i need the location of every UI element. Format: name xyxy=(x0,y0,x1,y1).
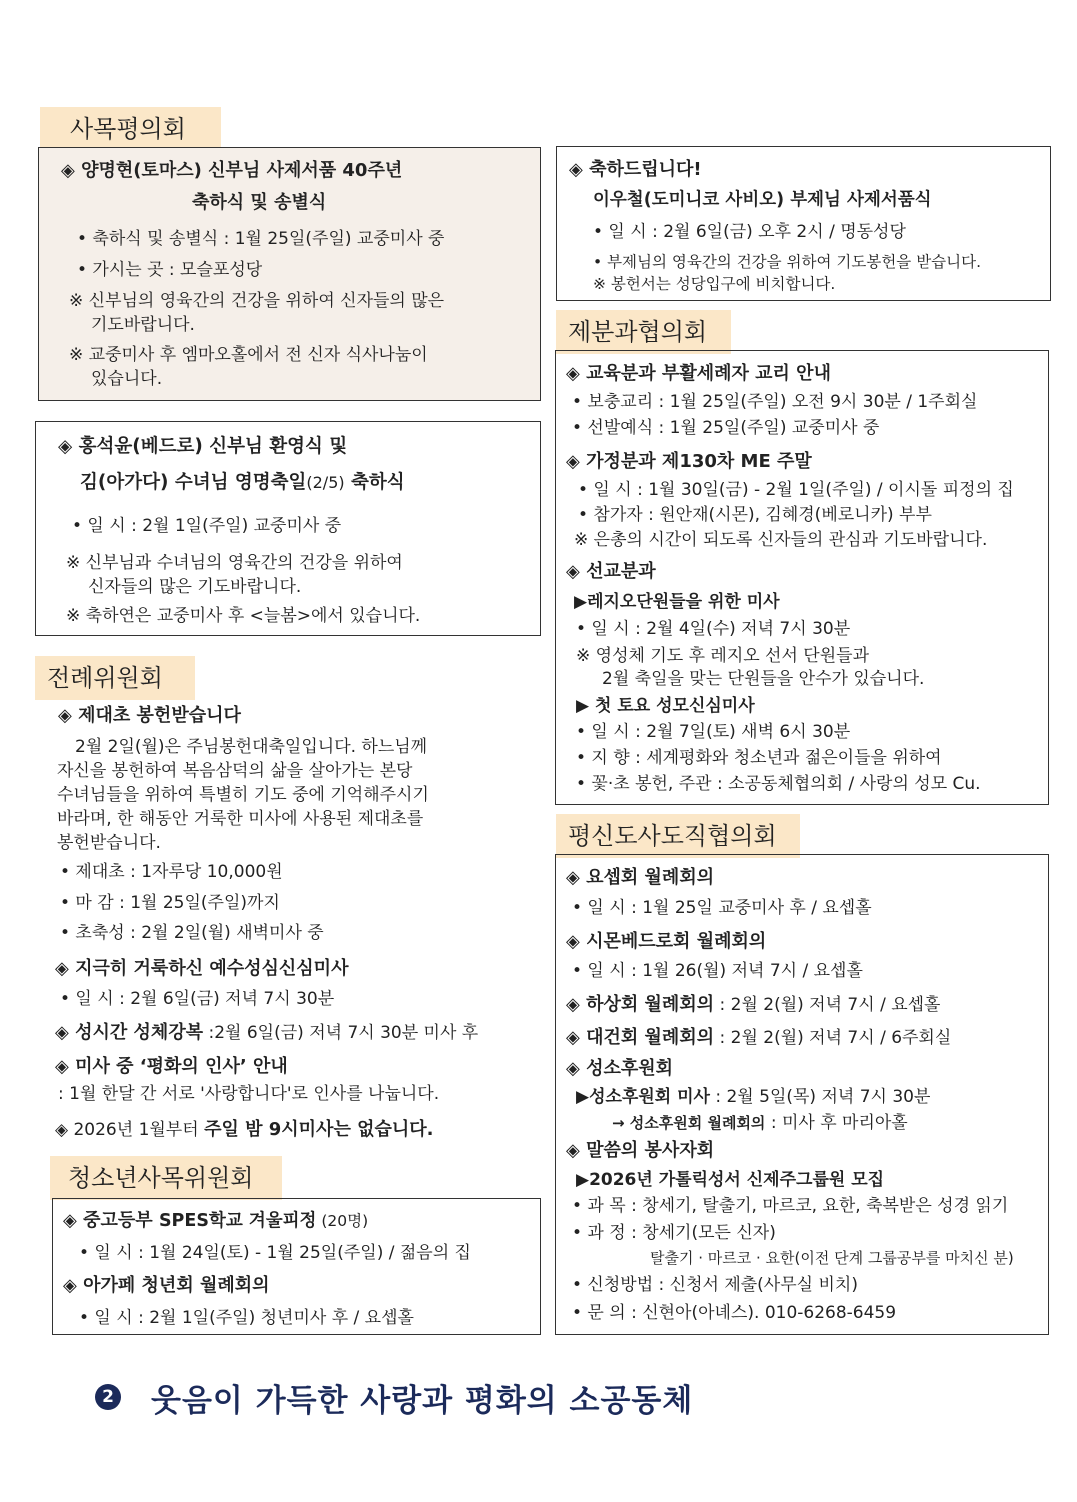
congrats-prayer: • 부제님의 영육간의 건강을 위하여 기도봉헌을 받습니다. xyxy=(593,253,982,271)
word-ministry-course: • 과 정 : 창세기(모든 신자) xyxy=(572,1223,776,1243)
liturgy-candle-deadline: • 마 감 : 1월 25일(주일)까지 xyxy=(60,893,280,913)
mission-first-saturday-host: • 꽃·초 봉헌, 주관 : 소공동체협의회 / 사랑의 성모 Cu. xyxy=(576,774,981,794)
mission-legio-note-1: ※ 영성체 기도 후 레지오 선서 단원들과 xyxy=(576,646,869,666)
mission-legio-date: • 일 시 : 2월 4일(수) 저녁 7시 30분 xyxy=(576,619,851,639)
mission-first-saturday-title: ▶ 첫 토요 성모신심미사 xyxy=(576,696,755,716)
liturgy-candle-blessing: • 초축성 : 2월 2일(월) 새벽미사 중 xyxy=(60,923,324,943)
youth-retreat-title xyxy=(63,1210,368,1232)
youth-agape-title: ◈ 아가페 청년회 월례회의 xyxy=(63,1275,270,1296)
youth-retreat-date: • 일 시 : 1월 24일(토) - 1월 25일(주일) / 젊음의 집 xyxy=(79,1243,471,1263)
family-date: • 일 시 : 1월 30일(금) - 2월 1일(주일) / 이시돌 피정의 집 xyxy=(578,480,1014,500)
liturgy-holy-hour-title: ◈ 성시간 성체강복 xyxy=(55,1022,204,1043)
mission-title: ◈ 선교분과 xyxy=(566,561,656,582)
vocation-title: ◈ 성소후원회 xyxy=(566,1058,674,1079)
welcome-title-line1: ◈ 홍석윤(베드로) 신부님 환영식 및 xyxy=(58,436,348,457)
family-note: ※ 은총의 시간이 되도록 신자들의 관심과 기도바랍니다. xyxy=(574,530,988,550)
mission-legio-title: ▶레지오단원들을 위한 미사 xyxy=(574,592,780,612)
anniversary-note-meal-2: 있습니다. xyxy=(91,369,163,389)
congrats-subtitle: 이우철(도미니코 사비오) 부제님 사제서품식 xyxy=(593,190,932,210)
simon-peter-date: • 일 시 : 1월 26(월) 저녁 7시 / 요셉홀 xyxy=(572,961,863,981)
pastoral-box-anniversary xyxy=(38,147,541,401)
mission-first-saturday-date: • 일 시 : 2월 7일(토) 새벽 6시 30분 xyxy=(576,722,851,742)
welcome-title-date: (2/5) xyxy=(306,473,345,492)
liturgy-peace-title: ◈ 미사 중 ‘평화의 인사’ 안내 xyxy=(55,1056,288,1077)
youth-box xyxy=(52,1198,541,1335)
vocation-mass-title: ▶성소후원회 미사 xyxy=(576,1087,710,1107)
page-number: 2 xyxy=(95,1384,121,1410)
daegun-meeting xyxy=(566,1027,951,1049)
lay-apostolate-box xyxy=(555,854,1049,1335)
youth-agape-date: • 일 시 : 2월 1일(주일) 청년미사 후 / 요셉홀 xyxy=(79,1308,414,1328)
welcome-note-reception: ※ 축하연은 교중미사 후 <늘봄>에서 있습니다. xyxy=(66,606,421,626)
family-participants: • 참가자 : 원안재(시몬), 김혜경(베로니카) 부부 xyxy=(578,505,932,525)
family-title: ◈ 가정분과 제130차 ME 주말 xyxy=(566,451,812,472)
mission-first-saturday-intention: • 지 향 : 세계평화와 청소년과 젊은이들을 위하여 xyxy=(576,748,942,768)
mission-legio-note-2: 2월 축일을 맞는 단원들을 안수가 있습니다. xyxy=(602,669,925,689)
youth-retreat-name: SPES학교 겨울피정 xyxy=(158,1211,317,1231)
youth-retreat-count: (20명) xyxy=(316,1212,369,1230)
liturgy-candle-text-3: 수녀님들을 위하여 특별히 기도 중에 기억해주시기 xyxy=(57,785,429,805)
anniversary-note-prayer-1: ※ 신부님의 영육간의 건강을 위하여 신자들의 많은 xyxy=(69,291,445,311)
vocation-meeting-place: : 미사 후 마리아홀 xyxy=(765,1113,908,1133)
word-ministry-recruit: ▶2026년 가톨릭성서 신제주그룹원 모집 xyxy=(576,1170,885,1190)
anniversary-note-meal-1: ※ 교중미사 후 엠마오홀에서 전 신자 식사나눔이 xyxy=(69,345,428,365)
word-ministry-apply: • 신청방법 : 신청서 제출(사무실 비치) xyxy=(572,1275,858,1295)
pastoral-box-welcome xyxy=(35,421,541,636)
congrats-date: • 일 시 : 2월 6일(금) 오후 2시 / 명동성당 xyxy=(593,222,906,242)
liturgy-candle-text-4: 바라며, 한 해동안 거룩한 미사에 사용된 제대초를 xyxy=(57,809,424,829)
youth-retreat-prefix: ◈ 중고등부 xyxy=(63,1210,159,1231)
liturgy-night-mass-text: 주일 밤 9시미사는 없습니다. xyxy=(204,1119,434,1140)
hasang-title: ◈ 하상회 월례회의 xyxy=(566,994,715,1015)
liturgy-holy-hour xyxy=(55,1022,478,1044)
congrats-title: ◈ 축하드립니다! xyxy=(569,159,702,180)
edu-title: ◈ 교육분과 부활세례자 교리 안내 xyxy=(566,363,831,384)
liturgy-holy-hour-date: :2월 6일(금) 저녁 7시 30분 미사 후 xyxy=(203,1023,479,1043)
liturgy-candle-text-1: 2월 2일(월)은 주님봉헌대축일입니다. 하느님께 xyxy=(75,737,428,757)
congrats-box xyxy=(556,146,1051,301)
liturgy-peace-text: : 1월 한달 간 서로 '사랑합니다'로 인사를 나눕니다. xyxy=(58,1084,440,1104)
footer-slogan: 웃음이 가득한 사랑과 평화의 소공동체 xyxy=(151,1383,694,1419)
vocation-mass-date: : 2월 5일(목) 저녁 7시 30분 xyxy=(709,1087,931,1107)
hasang-meeting xyxy=(566,994,940,1016)
section-heading-subcommittee: 제분과협의회 xyxy=(556,310,731,354)
welcome-note-prayer-1: ※ 신부님과 수녀님의 영육간의 건강을 위하여 xyxy=(66,553,403,573)
congrats-note: ※ 봉헌서는 성당입구에 비치합니다. xyxy=(593,275,836,293)
anniversary-title-line2: 축하식 및 송별식 xyxy=(192,192,327,213)
anniversary-item-destination: • 가시는 곳 : 모슬포성당 xyxy=(77,260,263,280)
liturgy-sacred-heart-title: ◈ 지극히 거룩하신 예수성심신심미사 xyxy=(55,958,349,979)
anniversary-title-line1: ◈ 양명현(토마스) 신부님 사제서품 40주년 xyxy=(61,160,403,181)
section-heading-pastoral: 사목평의회 xyxy=(40,107,221,151)
section-heading-youth: 청소년사목위원회 xyxy=(50,1156,282,1200)
liturgy-candle-price: • 제대초 : 1자루당 10,000원 xyxy=(60,862,283,882)
vocation-meeting xyxy=(612,1112,908,1134)
section-heading-liturgy: 전례위원회 xyxy=(35,656,195,700)
word-ministry-course-2: 탈출기 · 마르코 · 요한(이전 단계 그룹공부를 마치신 분) xyxy=(650,1249,1014,1267)
vocation-meeting-title: → 성소후원회 월례회의 xyxy=(612,1114,766,1132)
liturgy-night-mass-prefix: ◈ 2026년 1월부터 xyxy=(55,1120,205,1140)
daegun-title: ◈ 대건회 월례회의 xyxy=(566,1027,715,1048)
liturgy-sacred-heart-date: • 일 시 : 2월 6일(금) 저녁 7시 30분 xyxy=(60,989,335,1009)
section-heading-lay-apostolate: 평신도사도직협의회 xyxy=(556,814,800,858)
word-ministry-contact: • 문 의 : 신현아(아녜스). 010-6268-6459 xyxy=(572,1303,897,1323)
welcome-title-name: 김(아가다) 수녀님 영명축일 xyxy=(80,472,307,493)
liturgy-candle-text-2: 자신을 봉헌하여 복음삼덕의 삶을 살아가는 본당 xyxy=(57,761,413,781)
vocation-mass xyxy=(576,1086,930,1108)
daegun-date: : 2월 2(월) 저녁 7시 / 6주회실 xyxy=(714,1028,952,1048)
edu-supplement: • 보충교리 : 1월 25일(주일) 오전 9시 30분 / 1주회실 xyxy=(572,392,978,412)
edu-selection: • 선발예식 : 1월 25일(주일) 교중미사 중 xyxy=(572,418,880,438)
liturgy-night-mass xyxy=(55,1119,434,1141)
welcome-title-suffix: 축하식 xyxy=(344,472,405,493)
liturgy-candle-text-5: 봉헌받습니다. xyxy=(57,833,161,853)
simon-peter-title: ◈ 시몬베드로회 월례회의 xyxy=(566,931,767,952)
welcome-note-prayer-2: 신자들의 많은 기도바랍니다. xyxy=(88,577,302,597)
hasang-date: : 2월 2(월) 저녁 7시 / 요셉홀 xyxy=(714,995,941,1015)
welcome-item-date: • 일 시 : 2월 1일(주일) 교중미사 중 xyxy=(72,516,342,536)
subcommittee-box xyxy=(555,350,1049,805)
anniversary-item-ceremony: • 축하식 및 송별식 : 1월 25일(주일) 교중미사 중 xyxy=(77,229,445,249)
liturgy-candle-title: ◈ 제대초 봉헌받습니다 xyxy=(58,705,241,726)
anniversary-note-prayer-2: 기도바랍니다. xyxy=(91,315,195,335)
joseph-date: • 일 시 : 1월 25일 교중미사 후 / 요셉홀 xyxy=(572,898,872,918)
welcome-title-line2 xyxy=(80,472,405,494)
word-ministry-subjects: • 과 목 : 창세기, 탈출기, 마르코, 요한, 축복받은 성경 읽기 xyxy=(572,1196,1009,1216)
word-ministry-title: ◈ 말씀의 봉사자회 xyxy=(566,1140,715,1161)
joseph-title: ◈ 요셉회 월례회의 xyxy=(566,867,715,888)
